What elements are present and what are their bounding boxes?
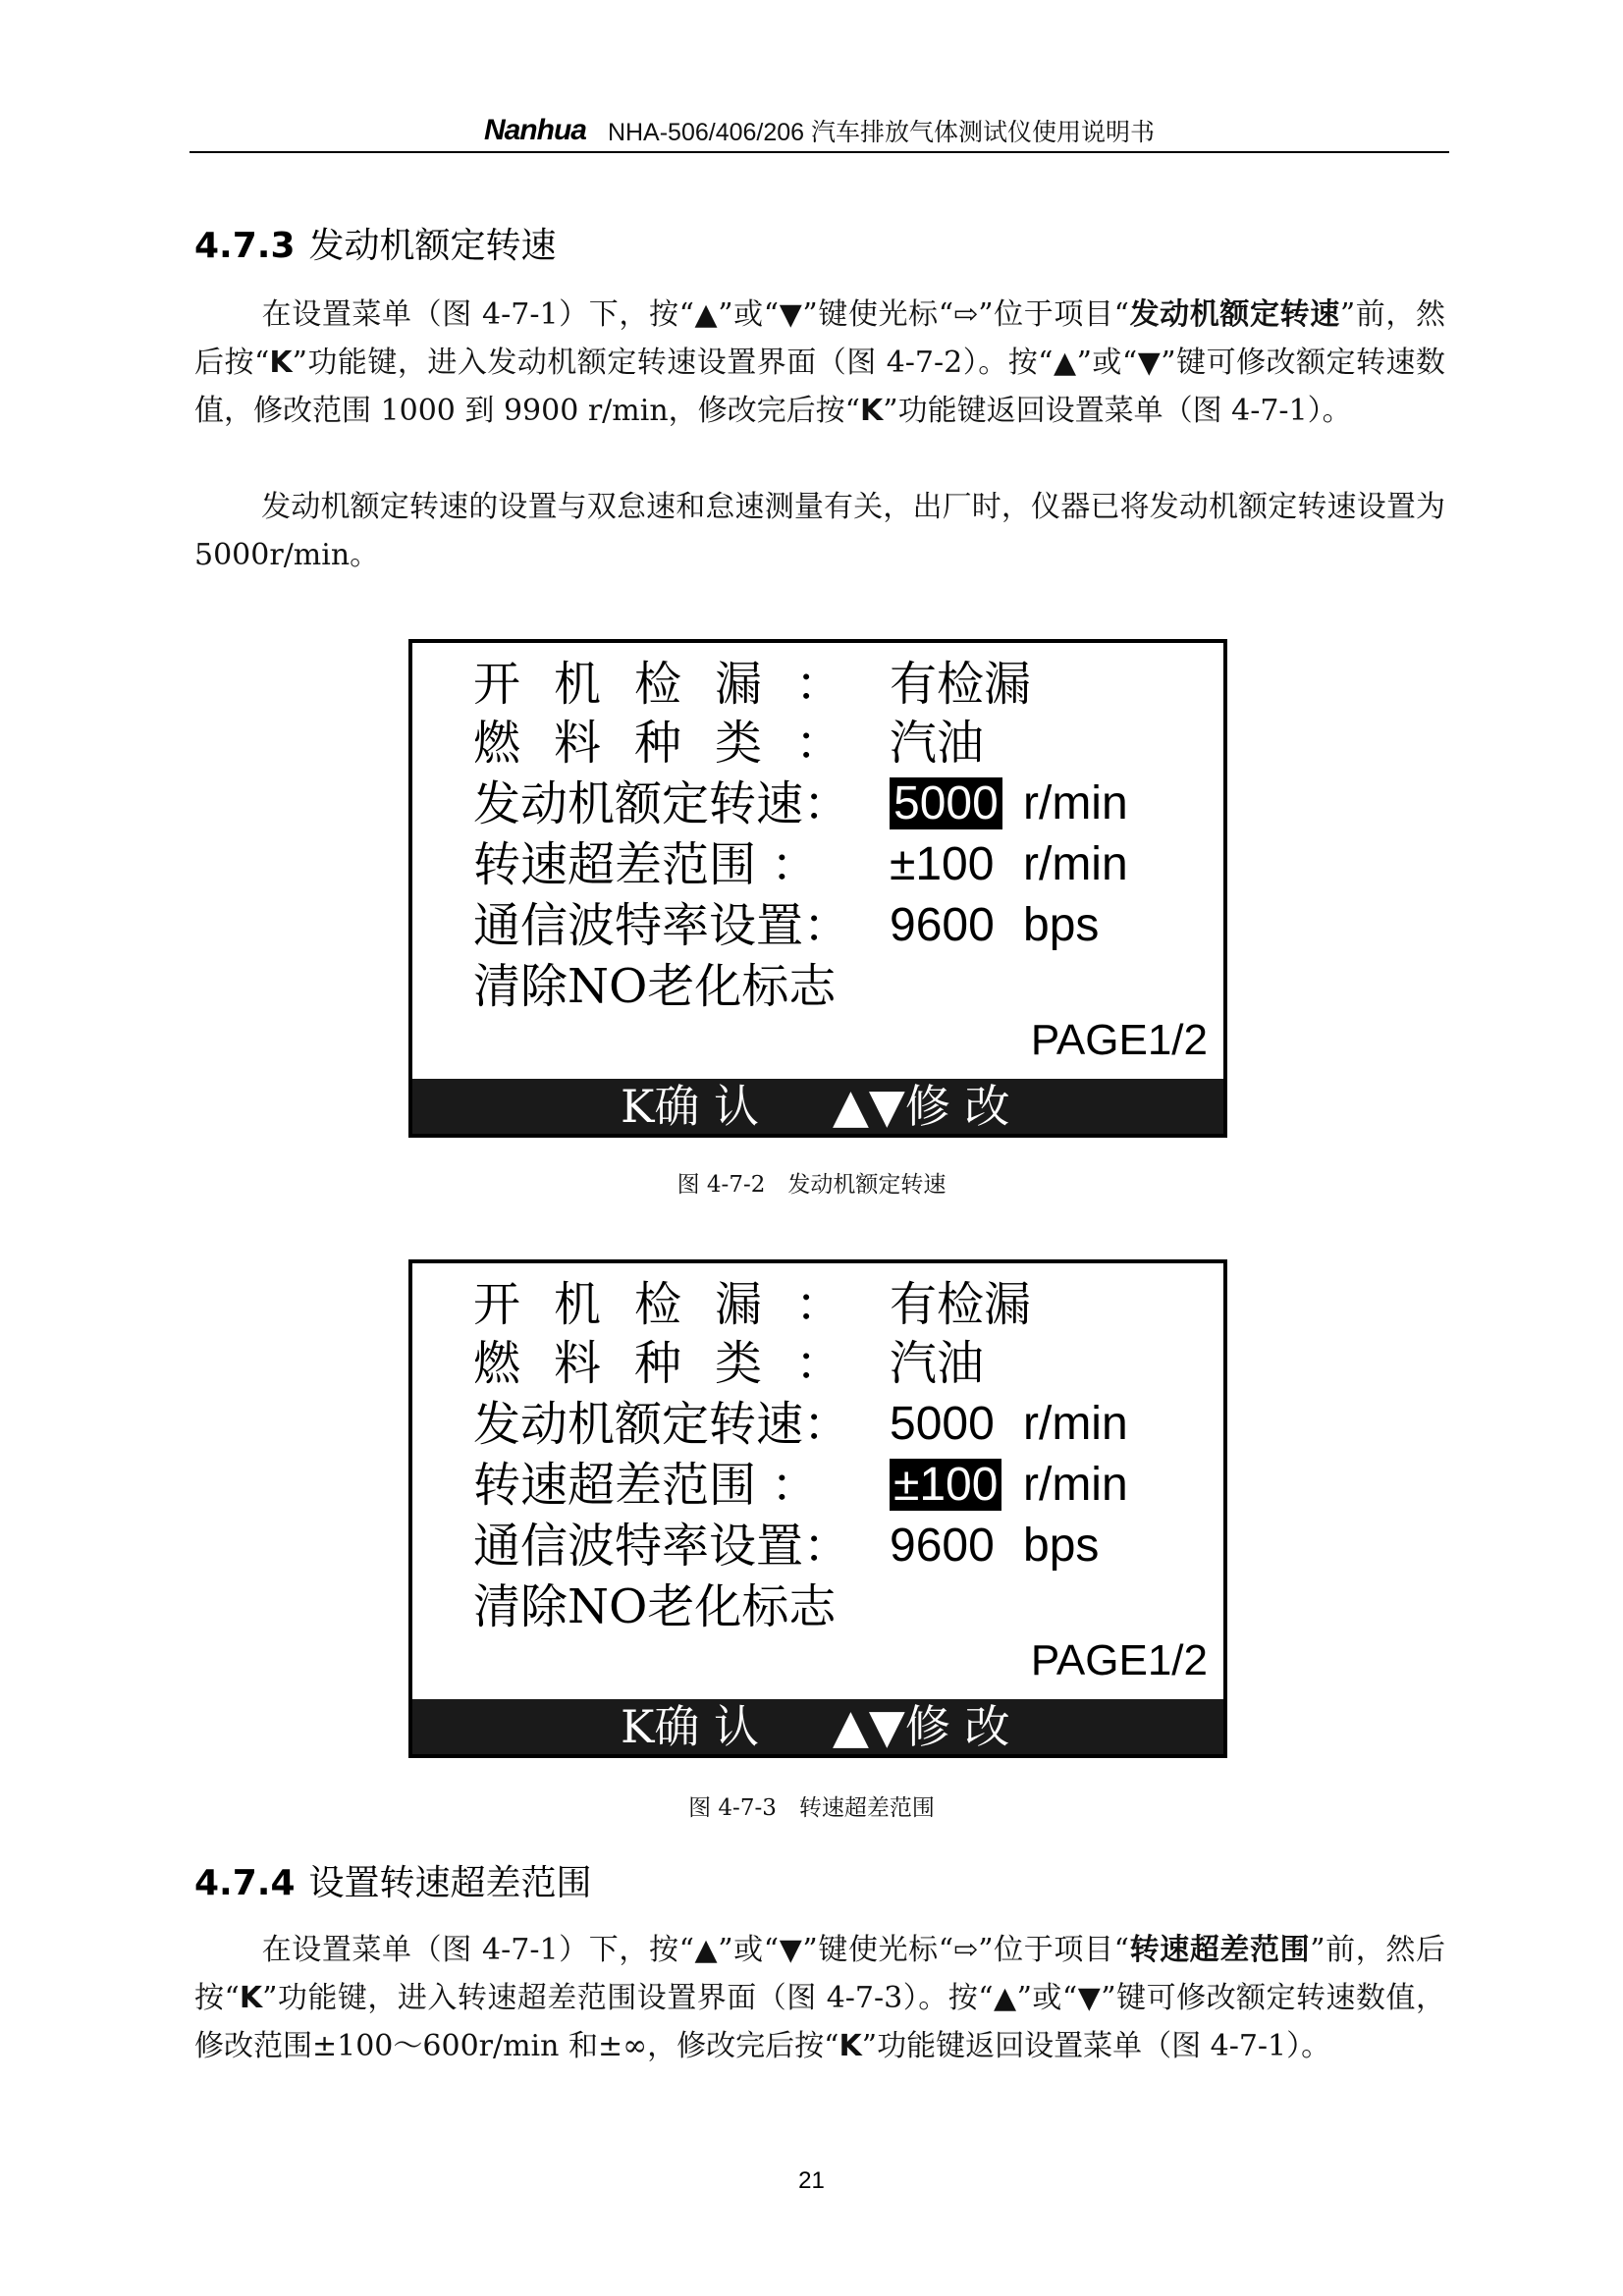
lcd-value: 5000 xyxy=(890,1398,995,1450)
lcd-value: 9600 xyxy=(890,899,995,951)
lcd-confirm-key: K确 认 xyxy=(621,1080,759,1133)
text-run: ”前，然后按“ xyxy=(194,297,1446,380)
figure-caption: 图 4-7-2 发动机额定转速 xyxy=(676,1172,947,1198)
lcd-row-baud-rate xyxy=(473,1517,1200,1575)
page-number: 21 xyxy=(798,2167,825,2194)
text-run: ”功能键返回设置菜单（图 4-7-1）。 xyxy=(883,394,1352,428)
bold-key: K xyxy=(269,346,293,380)
paragraph xyxy=(194,483,1445,579)
lcd-screen-speed-tolerance xyxy=(408,1259,1227,1758)
lcd-label: 清除NO老化标志 xyxy=(473,1579,837,1634)
lcd-value: 有检漏 xyxy=(890,657,1032,712)
lcd-unit: r/min xyxy=(1023,1459,1128,1511)
lcd-row-rated-speed xyxy=(473,774,1200,833)
section-heading-473 xyxy=(194,218,557,268)
lcd-unit: r/min xyxy=(1023,777,1128,829)
lcd-softkey-bar xyxy=(412,1699,1223,1754)
lcd-label: 转速超差范围 ： xyxy=(473,837,819,892)
header-title: NHA-506/406/206 汽车排放气体测试仪使用说明书 xyxy=(607,119,1156,146)
page-header xyxy=(189,110,1449,153)
up-down-arrow-icon: ▲▼ xyxy=(833,1699,905,1754)
lcd-row-clear-no-aging xyxy=(473,1577,1200,1636)
lcd-row-baud-rate xyxy=(473,896,1200,955)
lcd-value: ±100 xyxy=(890,838,995,890)
section-title: 发动机额定转速 xyxy=(308,226,557,266)
brand-logo: Nanhua xyxy=(483,114,586,146)
lcd-row-fuel-type xyxy=(473,714,1200,773)
lcd-value-wrap xyxy=(890,1456,1001,1515)
lcd-row-leak-check xyxy=(473,1275,1200,1334)
lcd-value: 有检漏 xyxy=(890,1277,1032,1332)
lcd-unit: bps xyxy=(1023,1520,1100,1572)
text-run: 在设置菜单（图 4-7-1）下，按“▲”或“▼”键使光标“⇨”位于项目“ xyxy=(261,297,1129,332)
section-title: 设置转速超差范围 xyxy=(308,1863,592,1903)
lcd-value-highlighted: ±100 xyxy=(890,1459,1001,1511)
lcd-unit: r/min xyxy=(1023,838,1128,890)
lcd-value: 9600 xyxy=(890,1520,995,1572)
paragraph xyxy=(194,291,1445,435)
lcd-row-rated-speed xyxy=(473,1395,1200,1454)
lcd-label: 燃料种类： xyxy=(473,1336,877,1391)
lcd-row-speed-tolerance xyxy=(473,835,1200,894)
text-run: ”功能键，进入发动机额定转速设置界面（图 4-7-2）。按“▲”或“▼”键可修改额定转速数值，修改范围 1000 到 9900 r/min，修改完后按“ xyxy=(194,346,1445,428)
lcd-value: 汽油 xyxy=(890,1336,985,1391)
lcd-value-highlighted: 5000 xyxy=(890,777,1002,829)
section-number: 4.7.3 xyxy=(194,226,296,266)
lcd-value-wrap xyxy=(890,774,1002,833)
lcd-unit: bps xyxy=(1023,899,1100,951)
lcd-value: 汽油 xyxy=(890,716,985,771)
lcd-unit: r/min xyxy=(1023,1398,1128,1450)
bold-key: K xyxy=(839,2029,862,2063)
bold-key: K xyxy=(239,1981,263,2015)
lcd-label: 清除NO老化标志 xyxy=(473,959,837,1014)
lcd-label: 开机检漏： xyxy=(473,657,877,712)
text-run: 在设置菜单（图 4-7-1）下，按“▲”或“▼”键使光标“⇨”位于项目“ xyxy=(261,1933,1129,1967)
lcd-screen-rated-speed xyxy=(408,639,1227,1138)
lcd-label: 转速超差范围 ： xyxy=(473,1458,819,1513)
lcd-page-indicator: PAGE1/2 xyxy=(1030,1636,1208,1684)
lcd-row-leak-check xyxy=(473,655,1200,714)
lcd-row-speed-tolerance xyxy=(473,1456,1200,1515)
lcd-label: 通信波特率设置： xyxy=(473,1519,851,1574)
section-heading-474 xyxy=(194,1855,592,1905)
lcd-modify-key xyxy=(833,1699,1009,1754)
text-run: 发动机额定转速的设置与双怠速和怠速测量有关，出厂时，仪器已将发动机额定转速设置为 5000r/min。 xyxy=(194,490,1445,572)
bold-key: K xyxy=(860,394,884,428)
lcd-label: 发动机额定转速： xyxy=(473,1397,851,1452)
up-down-arrow-icon: ▲▼ xyxy=(833,1079,905,1134)
lcd-label: 发动机额定转速： xyxy=(473,776,851,831)
lcd-confirm-key: K确 认 xyxy=(621,1700,759,1753)
lcd-modify-key xyxy=(833,1079,1009,1134)
section-number: 4.7.4 xyxy=(194,1863,296,1903)
lcd-label: 通信波特率设置： xyxy=(473,898,851,953)
lcd-page-indicator: PAGE1/2 xyxy=(1030,1016,1208,1064)
text-run: ”功能键，进入转速超差范围设置界面（图 4-7-3）。按“▲”或“▼”键可修改额定转速数值，修改范围±100～600r/min 和±∞，修改完后按“ xyxy=(194,1981,1445,2063)
lcd-row-clear-no-aging xyxy=(473,957,1200,1016)
text-run: ”功能键返回设置菜单（图 4-7-1）。 xyxy=(861,2029,1331,2063)
paragraph xyxy=(194,1926,1445,2070)
bold-term: 转速超差范围 xyxy=(1128,1933,1311,1967)
lcd-softkey-bar xyxy=(412,1079,1223,1134)
lcd-modify-label: 修 改 xyxy=(904,1080,1010,1133)
text-run: ”前，然后按“ xyxy=(194,1933,1446,2015)
lcd-label: 燃料种类： xyxy=(473,716,877,771)
lcd-modify-label: 修 改 xyxy=(904,1700,1010,1753)
lcd-label: 开机检漏： xyxy=(473,1277,877,1332)
bold-term: 发动机额定转速 xyxy=(1128,297,1340,332)
figure-caption: 图 4-7-3 转速超差范围 xyxy=(688,1795,935,1821)
lcd-row-fuel-type xyxy=(473,1334,1200,1393)
